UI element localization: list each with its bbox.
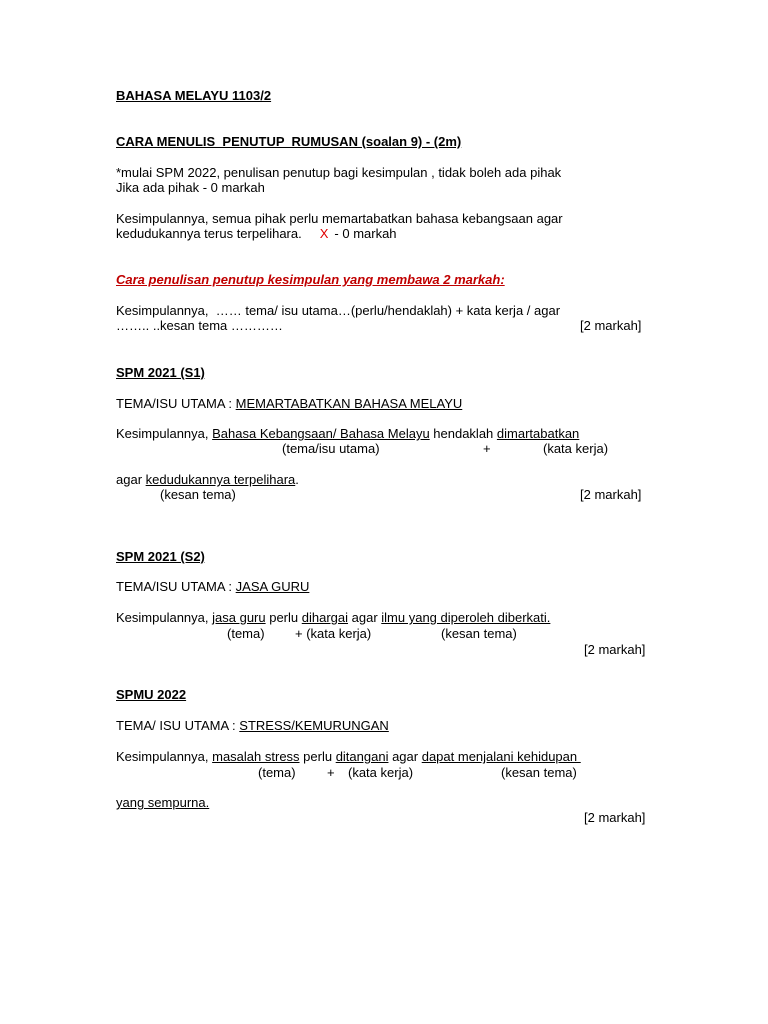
ex3-kesan-part-2: yang sempurna. <box>116 795 210 810</box>
ex2-label-tema: (tema) <box>227 626 265 641</box>
ex3-tema: masalah stress <box>212 749 300 764</box>
ex1-kata-kerja: dimartabatkan <box>496 426 580 441</box>
ex1-label-kesan: (kesan tema) <box>160 487 236 502</box>
ex1-sentence-line-1 <box>116 426 579 441</box>
ex3-agar: agar <box>388 749 422 764</box>
ex3-label-kesan: (kesan tema) <box>501 765 577 780</box>
cross-mark-icon: X <box>319 226 329 241</box>
ex1-heading: SPM 2021 (S1) <box>116 365 205 380</box>
note-line-1: *mulai SPM 2022, penulisan penutup bagi kesimpulan , tidak boleh ada pihak <box>116 165 562 180</box>
ex3-label-tema: (tema) <box>258 765 296 780</box>
ex1-kesimpulannya: Kesimpulannya, <box>116 426 213 441</box>
ex2-kesimpulannya: Kesimpulannya, <box>116 610 213 625</box>
ex3-sentence-line-1 <box>116 749 581 764</box>
ex1-agar: agar <box>116 472 146 487</box>
ex1-hendaklah: hendaklah <box>429 426 497 441</box>
ex3-heading: SPMU 2022 <box>116 687 187 702</box>
ex1-tema: Bahasa Kebangsaan/ Bahasa Melayu <box>212 426 430 441</box>
ex1-sentence-line-2 <box>116 472 299 487</box>
doc-title: BAHASA MELAYU 1103/2 <box>116 88 272 103</box>
ex3-label-kerja: (kata kerja) <box>348 765 414 780</box>
ex3-perlu: perlu <box>299 749 336 764</box>
bad-example-score: - 0 markah <box>334 226 397 241</box>
ex2-label-kerja: + (kata kerja) <box>295 626 372 641</box>
bad-example-line-2 <box>116 226 397 241</box>
ex1-label-tema: (tema/isu utama) <box>282 441 380 456</box>
ex2-agar: agar <box>348 610 382 625</box>
ex2-theme: JASA GURU <box>235 579 310 594</box>
formula-line-2: …….. ..kesan tema ………… <box>116 318 283 333</box>
bad-example-line-1: Kesimpulannya, semua pihak perlu memartabatkan bahasa kebangsaan agar <box>116 211 563 226</box>
ex1-label-plus: + <box>483 441 491 456</box>
bad-example-text: kedudukannya terus terpelihara. <box>116 226 302 241</box>
ex1-theme: MEMARTABATKAN BAHASA MELAYU <box>235 396 463 411</box>
ex3-theme-label: TEMA/ ISU UTAMA : <box>116 718 240 733</box>
ex2-kesan: ilmu yang diperoleh diberkati. <box>381 610 551 625</box>
ex3-marks: [2 markah] <box>584 810 646 825</box>
ex1-theme-line <box>116 396 462 411</box>
ex2-heading: SPM 2021 (S2) <box>116 549 205 564</box>
ex2-theme-line <box>116 579 309 594</box>
ex2-label-kesan: (kesan tema) <box>441 626 517 641</box>
ex3-theme: STRESS/KEMURUNGAN <box>239 718 389 733</box>
ex2-tema: jasa guru <box>212 610 266 625</box>
ex1-label-kerja: (kata kerja) <box>543 441 609 456</box>
note-line-2: Jika ada pihak - 0 markah <box>116 180 265 195</box>
ex2-kata-kerja: dihargai <box>301 610 349 625</box>
ex3-theme-line <box>116 718 389 733</box>
ex3-kesimpulannya: Kesimpulannya, <box>116 749 213 764</box>
ex3-label-plus: + <box>327 765 335 780</box>
ex2-perlu: perlu <box>265 610 302 625</box>
ex2-marks: [2 markah] <box>584 642 646 657</box>
ex1-dot: . <box>295 472 299 487</box>
ex3-kata-kerja: ditangani <box>335 749 389 764</box>
ex1-kesan: kedudukannya terpelihara <box>145 472 296 487</box>
formula-line-1: Kesimpulannya, …… tema/ isu utama…(perlu/hendaklah) + kata kerja / agar <box>116 303 561 318</box>
section-heading: CARA MENULIS PENUTUP RUMUSAN (soalan 9) - (2m) <box>116 134 462 149</box>
formula-marks: [2 markah] <box>580 318 642 333</box>
method-heading: Cara penulisan penutup kesimpulan yang membawa 2 markah: <box>116 272 505 287</box>
ex3-kesan-part-1: dapat menjalani kehidupan <box>421 749 581 764</box>
ex2-sentence-line <box>116 610 550 625</box>
ex1-marks: [2 markah] <box>580 487 642 502</box>
ex2-theme-label: TEMA/ISU UTAMA : <box>116 579 236 594</box>
ex1-theme-label: TEMA/ISU UTAMA : <box>116 396 236 411</box>
